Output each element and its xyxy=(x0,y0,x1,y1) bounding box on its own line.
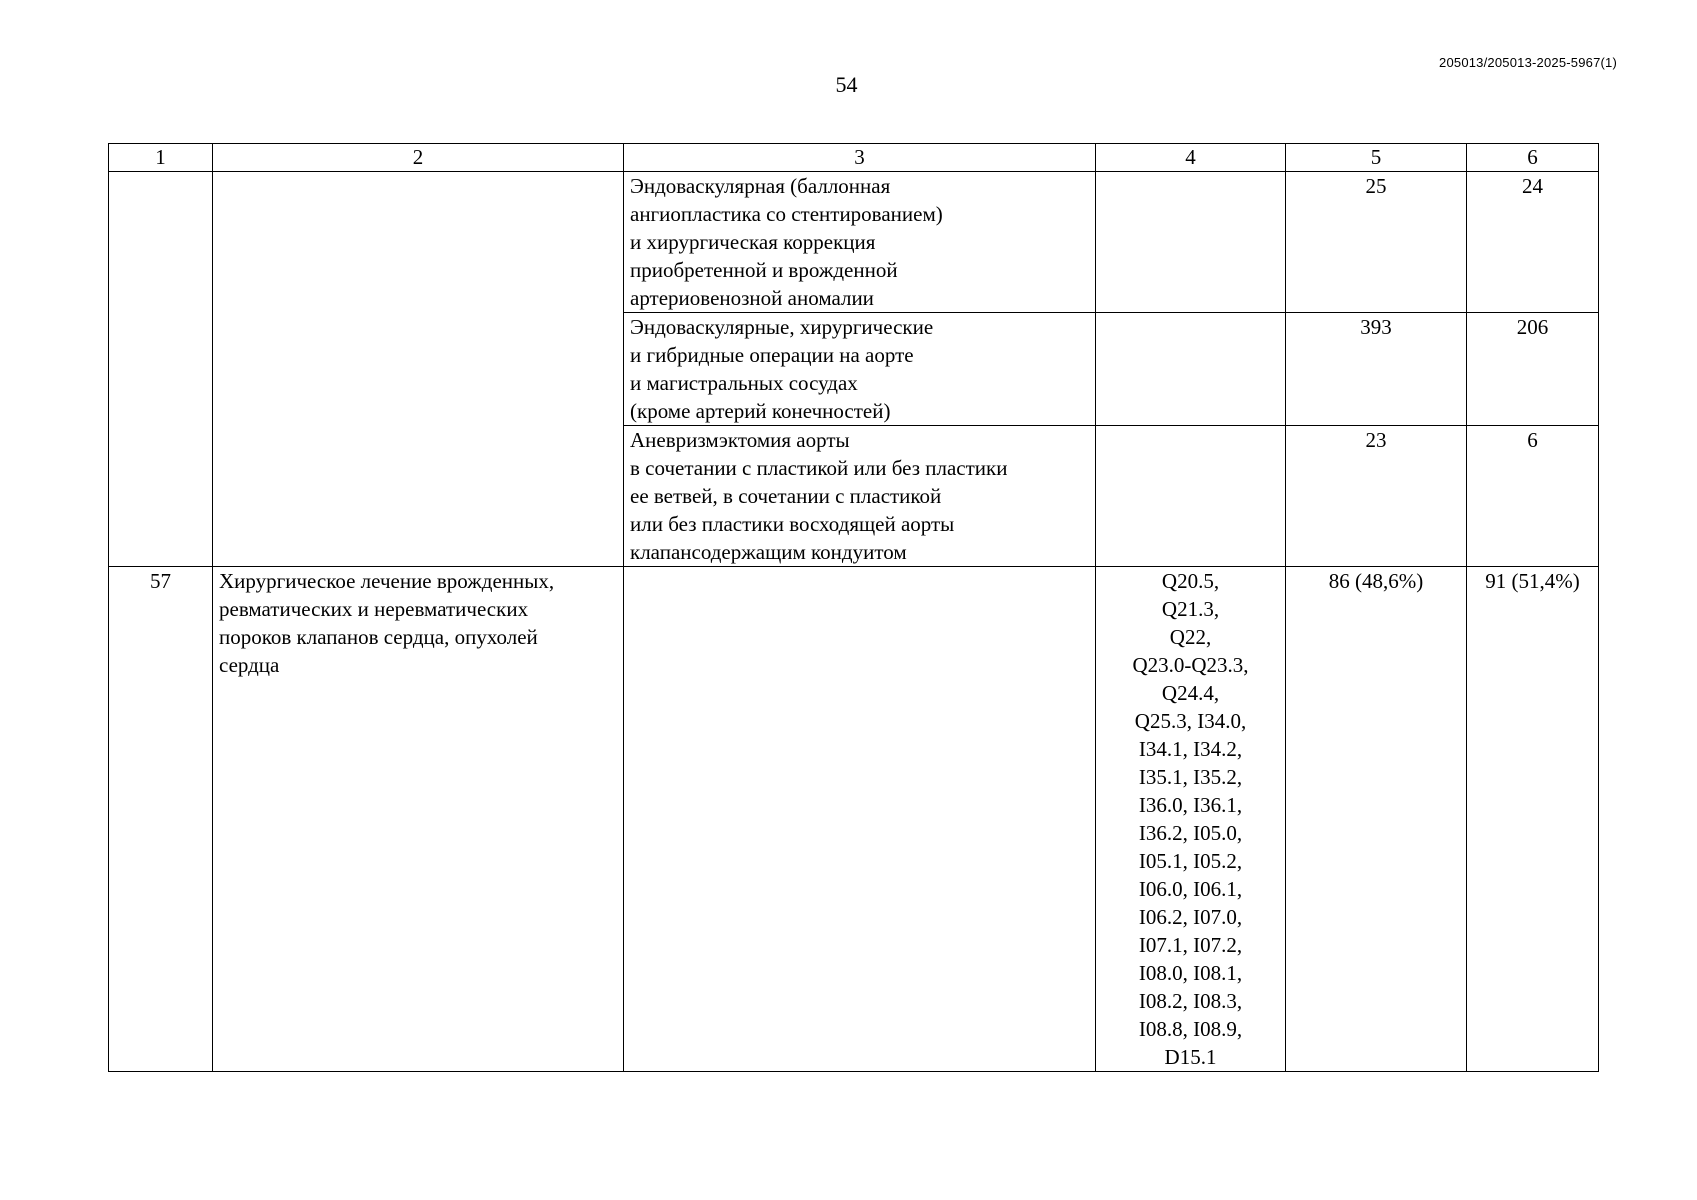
text-line: I34.1, I34.2, xyxy=(1138,737,1243,761)
text-line: I05.1, I05.2, xyxy=(1138,849,1243,873)
cell-method xyxy=(624,172,1096,313)
text-line: пороков клапанов сердца, опухолей xyxy=(219,625,538,649)
text-line: I07.1, I07.2, xyxy=(1138,933,1243,957)
column-header-6: 6 xyxy=(1467,144,1599,172)
cell-value-5: 25 xyxy=(1286,172,1467,313)
cell-description xyxy=(213,172,624,567)
text-line: Аневризмэктомия аорты xyxy=(630,428,850,452)
text-line: Эндоваскулярная (баллонная xyxy=(630,174,891,198)
table-header-row xyxy=(109,144,1599,172)
cell-codes xyxy=(1096,172,1286,313)
document-id: 205013/205013-2025-5967(1) xyxy=(1439,55,1617,70)
text-line: I36.2, I05.0, xyxy=(1138,821,1243,845)
text-line: в сочетании с пластикой или без пластики xyxy=(630,456,1008,480)
cell-value-6: 6 xyxy=(1467,426,1599,567)
cell-codes xyxy=(1096,313,1286,426)
text-line: Q23.0-Q23.3, xyxy=(1132,653,1249,677)
cell-codes xyxy=(1096,426,1286,567)
text-line: I06.2, I07.0, xyxy=(1138,905,1243,929)
text-line: ревматических и неревматических xyxy=(219,597,529,621)
text-line: Q24.4, xyxy=(1161,681,1220,705)
column-header-3: 3 xyxy=(624,144,1096,172)
cell-value-5: 23 xyxy=(1286,426,1467,567)
cell-value-5: 393 xyxy=(1286,313,1467,426)
cell-value-6: 206 xyxy=(1467,313,1599,426)
cell-number xyxy=(109,172,213,567)
text-line: D15.1 xyxy=(1164,1045,1217,1069)
text-line: I08.8, I08.9, xyxy=(1138,1017,1243,1041)
cell-method xyxy=(624,567,1096,1072)
cell-number: 57 xyxy=(109,567,213,1072)
text-line: Эндоваскулярные, хирургические xyxy=(630,315,934,339)
text-line: I08.2, I08.3, xyxy=(1138,989,1243,1013)
text-line: (кроме артерий конечностей) xyxy=(630,399,891,423)
cell-method xyxy=(624,426,1096,567)
cell-value-6: 91 (51,4%) xyxy=(1467,567,1599,1072)
text-line: Q20.5, xyxy=(1161,569,1220,593)
column-header-2: 2 xyxy=(213,144,624,172)
page-number: 54 xyxy=(835,72,858,97)
text-line: Q22, xyxy=(1169,625,1212,649)
text-line: I08.0, I08.1, xyxy=(1138,961,1243,985)
column-header-5: 5 xyxy=(1286,144,1467,172)
cell-description xyxy=(213,567,624,1072)
text-line: артериовенозной аномалии xyxy=(630,286,874,310)
data-table xyxy=(108,143,1599,1072)
text-line: I35.1, I35.2, xyxy=(1138,765,1243,789)
text-line: Хирургическое лечение врожденных, xyxy=(219,569,555,593)
text-line: клапансодержащим кондуитом xyxy=(630,540,907,564)
table-row xyxy=(109,567,1599,1072)
text-line: приобретенной и врожденной xyxy=(630,258,898,282)
table-row xyxy=(109,172,1599,313)
text-line: Q25.3, I34.0, xyxy=(1134,709,1247,733)
text-line: сердца xyxy=(219,653,280,677)
text-line: и хирургическая коррекция xyxy=(630,230,876,254)
text-line: I06.0, I06.1, xyxy=(1138,877,1243,901)
text-line: и гибридные операции на аорте xyxy=(630,343,914,367)
cell-value-6: 24 xyxy=(1467,172,1599,313)
cell-method xyxy=(624,313,1096,426)
text-line: I36.0, I36.1, xyxy=(1138,793,1243,817)
cell-codes xyxy=(1096,567,1286,1072)
text-line: или без пластики восходящей аорты xyxy=(630,512,955,536)
text-line: Q21.3, xyxy=(1161,597,1220,621)
column-header-1: 1 xyxy=(109,144,213,172)
text-line: и магистральных сосудах xyxy=(630,371,858,395)
cell-value-5: 86 (48,6%) xyxy=(1286,567,1467,1072)
text-line: ее ветвей, в сочетании с пластикой xyxy=(630,484,942,508)
column-header-4: 4 xyxy=(1096,144,1286,172)
text-line: ангиопластика со стентированием) xyxy=(630,202,943,226)
